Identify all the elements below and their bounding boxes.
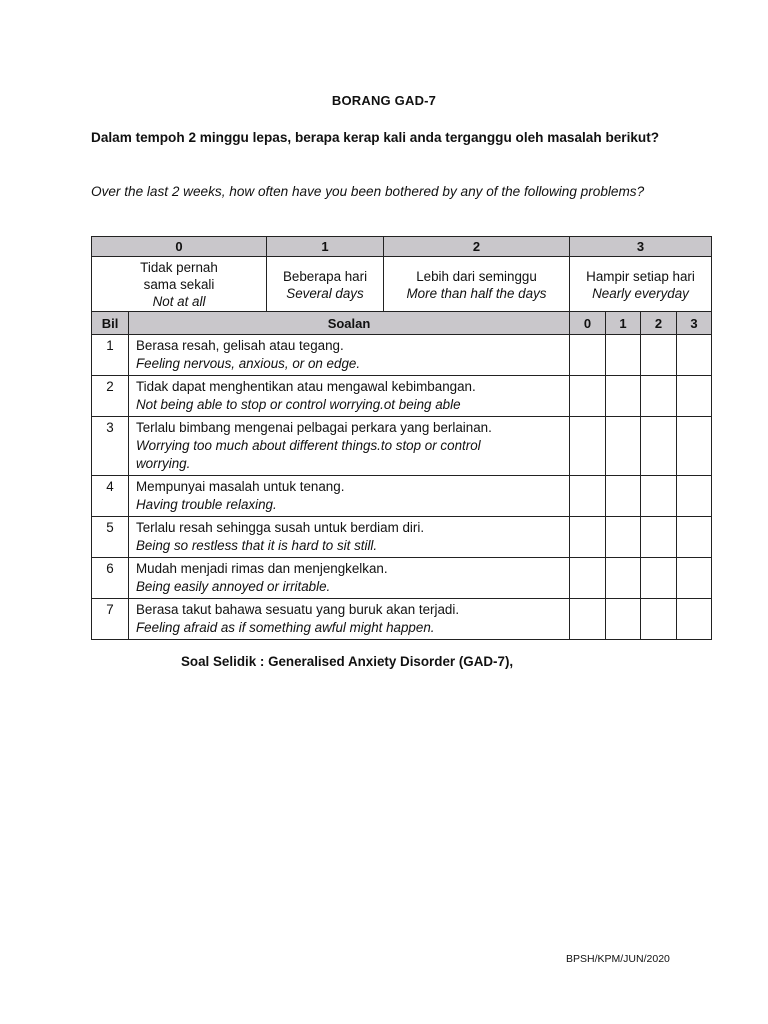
answer-cell-3[interactable]: [677, 376, 712, 417]
question-text: [129, 599, 570, 640]
questionnaire-caption: Soal Selidik : Generalised Anxiety Disorder (GAD-7),: [181, 654, 514, 669]
answer-cell-2[interactable]: [641, 376, 677, 417]
scale-description-row: [92, 257, 712, 313]
answer-cell-0[interactable]: [570, 558, 606, 599]
answer-cell-0[interactable]: [570, 417, 606, 476]
answer-cell-1[interactable]: [606, 417, 641, 476]
scale-desc-1: [267, 257, 384, 313]
question-row-4: [92, 476, 712, 517]
answer-cell-3[interactable]: [677, 417, 712, 476]
question-malay: Mempunyai masalah untuk tenang.: [136, 479, 345, 494]
answer-cell-2[interactable]: [641, 417, 677, 476]
question-english: Having trouble relaxing.: [136, 497, 277, 512]
question-text: [129, 558, 570, 599]
question-text: [129, 517, 570, 558]
scale-header-row: [92, 237, 712, 257]
answer-cell-1[interactable]: [606, 335, 641, 376]
question-number: 3: [92, 417, 129, 476]
question-malay: Tidak dapat menghentikan atau mengawal kebimbangan.: [136, 379, 476, 394]
scale-desc-english: Several days: [286, 285, 364, 301]
answer-cell-0[interactable]: [570, 376, 606, 417]
scale-desc-english: Not at all: [152, 294, 206, 309]
answer-cell-3[interactable]: [677, 335, 712, 376]
header-option-1: 1: [606, 312, 641, 335]
question-number: 4: [92, 476, 129, 517]
question-malay: Terlalu resah sehingga susah untuk berdiam diri.: [136, 520, 425, 535]
question-text: [129, 335, 570, 376]
question-row-2: [92, 376, 712, 417]
scale-desc-0: [92, 257, 267, 313]
answer-cell-0[interactable]: [570, 517, 606, 558]
answer-cell-2[interactable]: [641, 599, 677, 640]
question-malay: Berasa takut bahawa sesuatu yang buruk akan terjadi.: [136, 602, 460, 617]
answer-cell-3[interactable]: [677, 476, 712, 517]
questions-table: [91, 311, 712, 640]
answer-cell-0[interactable]: [570, 476, 606, 517]
question-text: [129, 376, 570, 417]
question-english: Feeling afraid as if something awful might happen.: [136, 620, 435, 635]
scale-desc-2: [384, 257, 570, 313]
question-number: 7: [92, 599, 129, 640]
question-english: Worrying too much about different things.to stop or control worrying.: [136, 438, 481, 471]
question-row-7: [92, 599, 712, 640]
question-english: Feeling nervous, anxious, or on edge.: [136, 356, 361, 371]
question-malay: Terlalu bimbang mengenai pelbagai perkara yang berlainan.: [136, 420, 492, 435]
question-number: 6: [92, 558, 129, 599]
answer-cell-1[interactable]: [606, 599, 641, 640]
question-english: Being easily annoyed or irritable.: [136, 579, 331, 594]
document-code: BPSH/KPM/JUN/2020: [566, 953, 670, 965]
answer-cell-3[interactable]: [677, 517, 712, 558]
question-malay: Mudah menjadi rimas dan menjengkelkan.: [136, 561, 388, 576]
answer-cell-1[interactable]: [606, 517, 641, 558]
answer-cell-1[interactable]: [606, 558, 641, 599]
scale-desc-malay: Beberapa hari: [282, 268, 368, 284]
scale-value-3: 3: [570, 237, 712, 257]
question-number: 5: [92, 517, 129, 558]
answer-cell-2[interactable]: [641, 335, 677, 376]
scale-desc-malay: Tidak pernah sama sekali: [140, 260, 218, 292]
question-number: 1: [92, 335, 129, 376]
scale-desc-english: Nearly everyday: [592, 285, 689, 301]
question-row-3: [92, 417, 712, 476]
scale-value-2: 2: [384, 237, 570, 257]
answer-cell-1[interactable]: [606, 476, 641, 517]
question-row-1: [92, 335, 712, 376]
question-text: [129, 476, 570, 517]
header-soalan: Soalan: [129, 312, 570, 335]
question-number: 2: [92, 376, 129, 417]
answer-cell-3[interactable]: [677, 599, 712, 640]
question-row-5: [92, 517, 712, 558]
answer-cell-2[interactable]: [641, 476, 677, 517]
form-title: BORANG GAD-7: [331, 93, 437, 108]
scale-value-1: 1: [267, 237, 384, 257]
answer-cell-0[interactable]: [570, 599, 606, 640]
header-option-2: 2: [641, 312, 677, 335]
question-row-6: [92, 558, 712, 599]
questions-header-row: [92, 312, 712, 335]
header-bil: Bil: [92, 312, 129, 335]
answer-cell-0[interactable]: [570, 335, 606, 376]
scale-legend-table: [91, 236, 712, 313]
scale-desc-malay: Hampir setiap hari: [586, 268, 695, 284]
answer-cell-2[interactable]: [641, 517, 677, 558]
question-english: Not being able to stop or control worrying.ot being able: [136, 397, 461, 412]
answer-cell-1[interactable]: [606, 376, 641, 417]
scale-desc-english: More than half the days: [406, 285, 547, 301]
scale-value-0: 0: [92, 237, 267, 257]
question-english: Being so restless that it is hard to sit still.: [136, 538, 378, 553]
question-malay: Berasa resah, gelisah atau tegang.: [136, 338, 344, 353]
question-text: [129, 417, 570, 476]
scale-desc-malay: Lebih dari seminggu: [416, 268, 537, 284]
scale-desc-3: [570, 257, 712, 313]
intro-english: Over the last 2 weeks, how often have you been bothered by any of the following problems?: [91, 184, 645, 199]
intro-malay: Dalam tempoh 2 minggu lepas, berapa kerap kali anda terganggu oleh masalah berikut?: [91, 130, 660, 145]
answer-cell-2[interactable]: [641, 558, 677, 599]
header-option-0: 0: [570, 312, 606, 335]
header-option-3: 3: [677, 312, 712, 335]
answer-cell-3[interactable]: [677, 558, 712, 599]
